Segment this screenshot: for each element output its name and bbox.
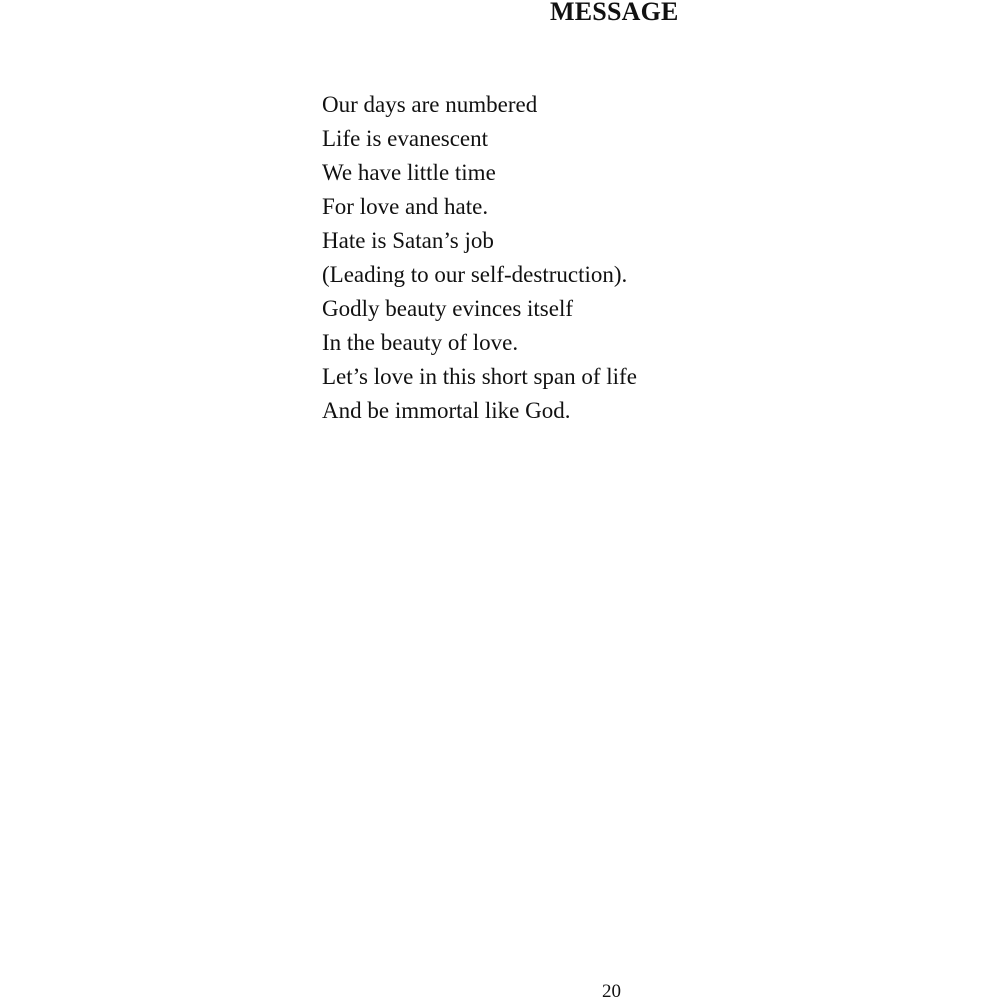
- poem-line-2: Life is evanescent: [322, 126, 489, 151]
- poem-body: [322, 88, 637, 428]
- poem-line-8: In the beauty of love.: [322, 330, 519, 355]
- poem-line-5: Hate is Satan’s job: [322, 228, 494, 253]
- poem-title: MESSAGE: [550, 0, 679, 26]
- poem-line-7: Godly beauty evinces itself: [322, 296, 574, 321]
- poem-line-9: Let’s love in this short span of life: [322, 364, 637, 389]
- poem-line-4: For love and hate.: [322, 194, 489, 219]
- page-number: 20: [602, 981, 621, 1002]
- poem-line-6: (Leading to our self-destruction).: [322, 262, 628, 287]
- poem-line-3: We have little time: [322, 160, 496, 185]
- poem-line-1: Our days are numbered: [322, 92, 538, 117]
- poem-line-10: And be immortal like God.: [322, 398, 571, 423]
